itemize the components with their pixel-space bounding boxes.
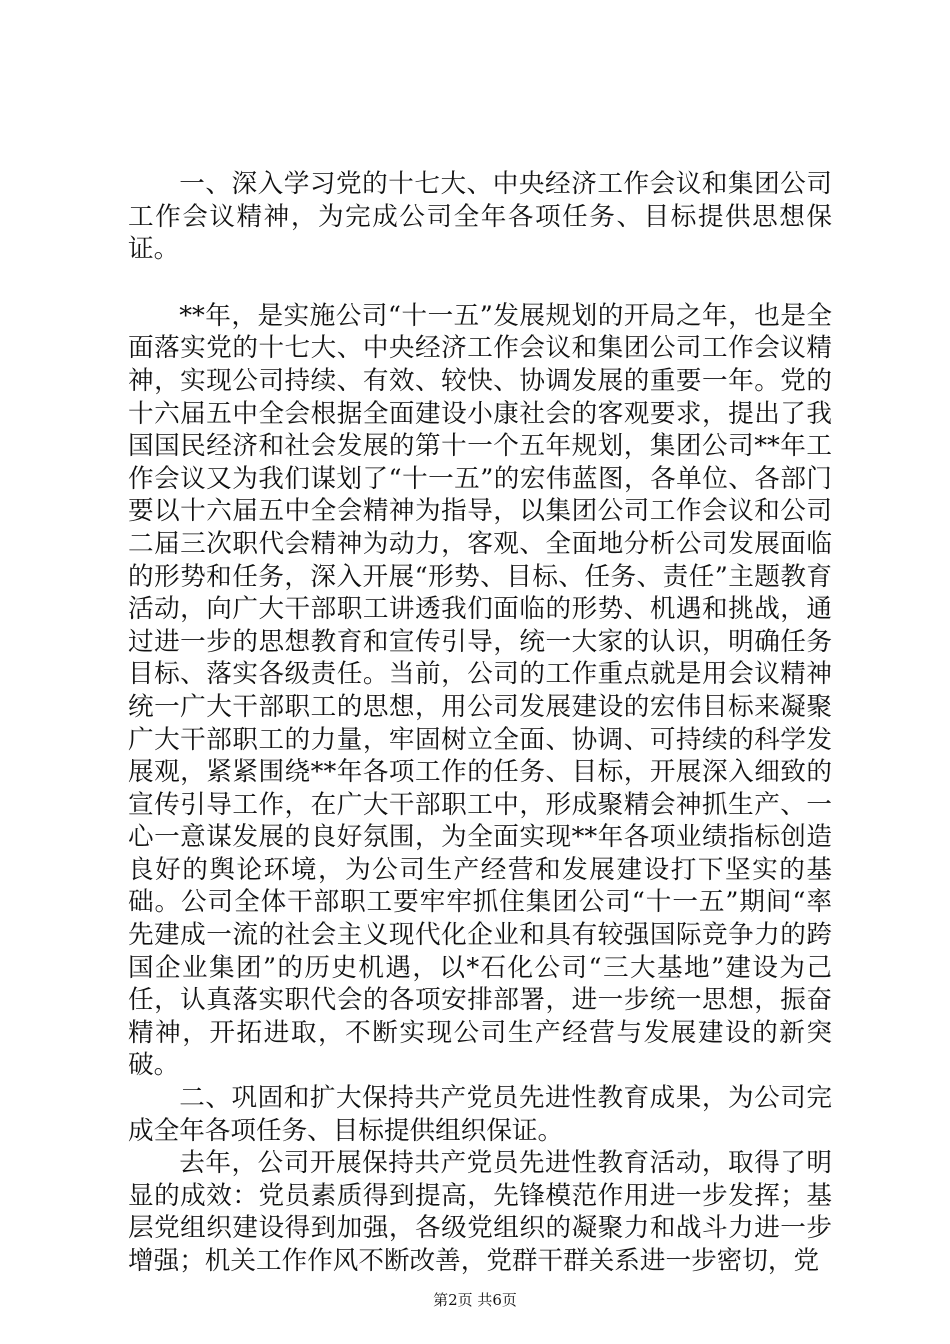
section-heading-1: 一、深入学习党的十七大、中央经济工作会议和集团公司工作会议精神，为完成公司全年各项任务、目标提供思想保证。 [128, 169, 832, 265]
document-body [128, 168, 832, 1278]
body-paragraph-1: **年，是实施公司“十一五”发展规划的开局之年，也是全面落实党的十七大、中央经济工作会议和集团公司工作会议精神，实现公司持续、有效、较快、协调发展的重要一年。党的十六届五中全会根据全面建设小康社会的客观要求，提出了我国国民经济和社会发展的第十一个五年规划，集团公司**年工作会议又为我们谋划了“十一五”的宏伟蓝图，各单位、各部门要以十六届五中全会精神为指导，以集团公司工作会议和公司二届三次职代会精神为动力，客观、全面地分析公司发展面临的形势和任务，深入开展“形势、目标、任务、责任”主题教育活动，向广大干部职工讲透我们面临的形势、机遇和挑战，通过进一步的思想教育和宣传引导，统一大家的认识，明确任务目标、落实各级责任。当前，公司的工作重点就是用会议精神统一广大干部职工的思想，用公司发展建设的宏伟目标来凝聚广大干部职工的力量，牢固树立全面、协调、可持续的科学发展观，紧紧围绕**年各项工作的任务、目标，开展深入细致的宣传引导工作，在广大干部职工中，形成聚精会神抓生产、一心一意谋发展的良好氛围，为全面实现**年各项业绩指标创造良好的舆论环境，为公司生产经营和发展建设打下坚实的基础。公司全体干部职工要牢牢抓住集团公司“十一五”期间“率先建成一流的社会主义现代化企业和具有较强国际竞争力的跨国企业集团”的历史机遇，以*石化公司“三大基地”建设为己任，认真落实职代会的各项安排部署，进一步统一思想，振奋精神，开拓进取，不断实现公司生产经营与发展建设的新突破。 [128, 300, 832, 1081]
page-footer: 第2页 共6页 [433, 1291, 517, 1309]
section-heading-2: 二、巩固和扩大保持共产党员先进性教育成果，为公司完成全年各项任务、目标提供组织保证。 [128, 1083, 832, 1146]
body-paragraph-2: 去年，公司开展保持共产党员先进性教育活动，取得了明显的成效：党员素质得到提高，先锋模范作用进一步发挥；基层党组织建设得到加强，各级党组织的凝聚力和战斗力进一步增强；机关工作作风不断改善，党群干群关系进一步密切，党 [128, 1148, 832, 1276]
